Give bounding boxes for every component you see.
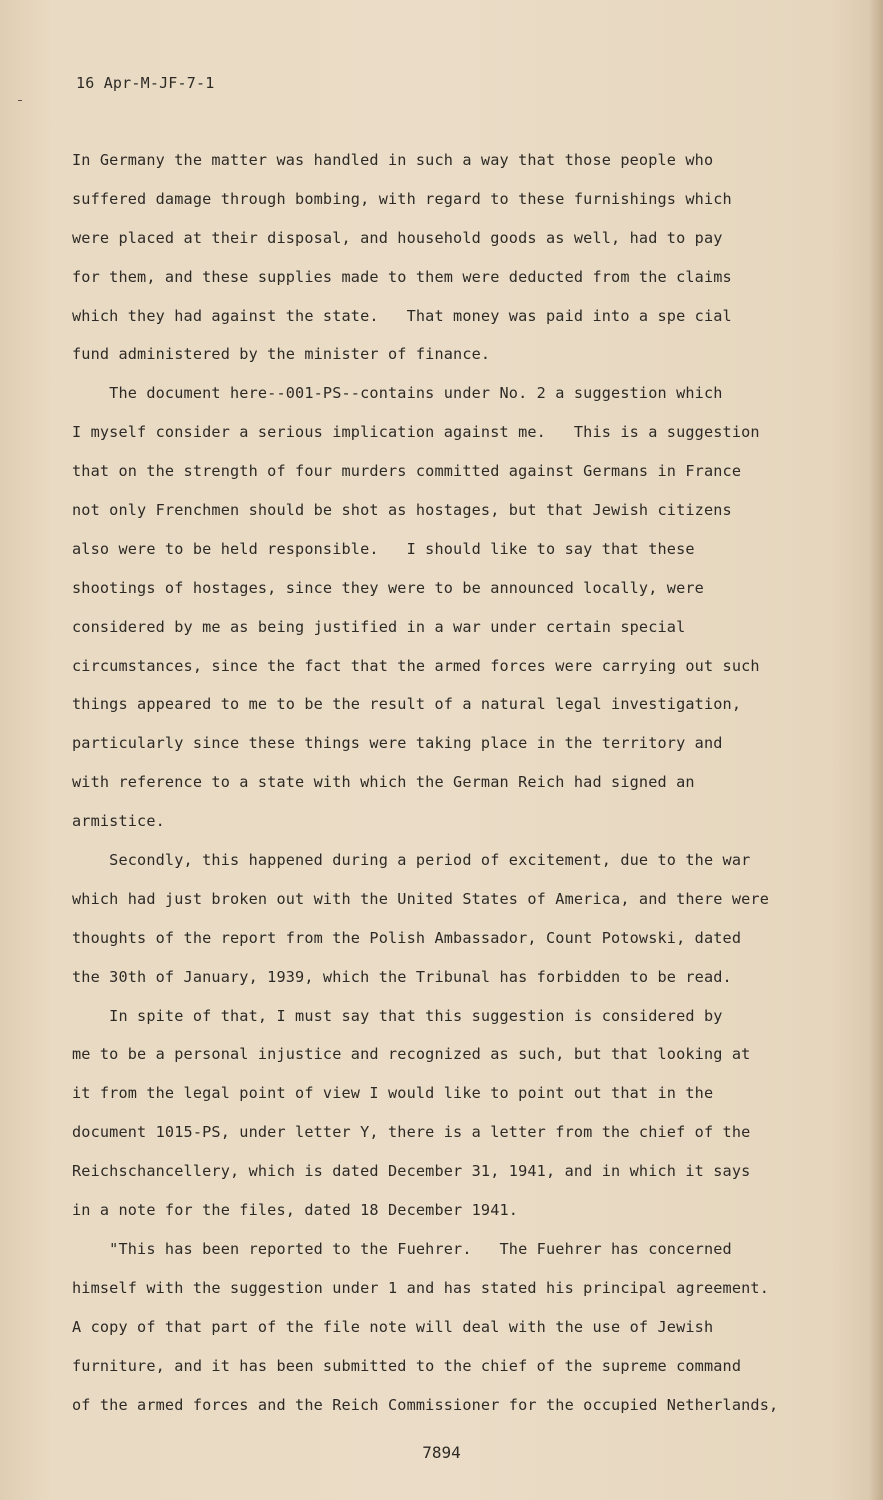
text-line: particularly since these things were taking place in the territory and: [72, 734, 723, 753]
text-line: Secondly, this happened during a period of excitement, due to the war: [72, 851, 751, 870]
text-line: of the armed forces and the Reich Commissioner for the occupied Netherlands,: [72, 1395, 779, 1414]
text-line: himself with the suggestion under 1 and has stated his principal agreement.: [72, 1278, 770, 1297]
text-line: the 30th of January, 1939, which the Tribunal has forbidden to be read.: [72, 967, 732, 986]
text-line: thoughts of the report from the Polish Ambassador, Count Potowski, dated: [72, 928, 742, 947]
page-edge-shadow: [869, 0, 883, 1500]
text-line: for them, and these supplies made to them were deducted from the claims: [72, 267, 732, 286]
text-line: fund administered by the minister of finance.: [72, 345, 491, 364]
text-line: circumstances, since the fact that the armed forces were carrying out such: [72, 656, 760, 675]
text-line: things appeared to me to be the result of a natural legal investigation,: [72, 695, 742, 714]
text-line: which they had against the state. That money was paid into a spe cial: [72, 306, 732, 325]
text-line: armistice.: [72, 812, 165, 831]
text-line: furniture, and it has been submitted to the chief of the supreme command: [72, 1356, 742, 1375]
text-line: document 1015-PS, under letter Y, there is a letter from the chief of the: [72, 1123, 751, 1142]
body-text: [72, 145, 817, 1428]
margin-mark: [18, 100, 22, 101]
text-line: "This has been reported to the Fuehrer. The Fuehrer has concerned: [72, 1239, 732, 1258]
text-line: were placed at their disposal, and household goods as well, had to pay: [72, 228, 723, 247]
text-line: also were to be held responsible. I should like to say that these: [72, 539, 695, 558]
document-header: 16 Apr-M-JF-7-1: [76, 74, 215, 92]
text-line: not only Frenchmen should be shot as hostages, but that Jewish citizens: [72, 501, 732, 520]
text-line: me to be a personal injustice and recognized as such, but that looking at: [72, 1045, 751, 1064]
text-line: shootings of hostages, since they were to be announced locally, were: [72, 578, 704, 597]
text-line: in a note for the files, dated 18 December 1941.: [72, 1201, 519, 1220]
text-line: A copy of that part of the file note will deal with the use of Jewish: [72, 1317, 714, 1336]
text-line: it from the legal point of view I would like to point out that in the: [72, 1084, 714, 1103]
text-line: considered by me as being justified in a war under certain special: [72, 617, 686, 636]
page-number: 7894: [422, 1443, 461, 1462]
text-line: I myself consider a serious implication against me. This is a suggestion: [72, 423, 760, 442]
text-line: Reichschancellery, which is dated December 31, 1941, and in which it says: [72, 1162, 751, 1181]
text-line: which had just broken out with the United States of America, and there were: [72, 889, 770, 908]
text-line: with reference to a state with which the German Reich had signed an: [72, 773, 695, 792]
text-line: suffered damage through bombing, with regard to these furnishings which: [72, 189, 732, 208]
text-line: that on the strength of four murders committed against Germans in France: [72, 462, 742, 481]
text-line: In Germany the matter was handled in such a way that those people who: [72, 151, 714, 169]
text-line: In spite of that, I must say that this suggestion is considered by: [72, 1006, 723, 1025]
text-line: The document here--001-PS--contains under No. 2 a suggestion which: [72, 384, 723, 403]
